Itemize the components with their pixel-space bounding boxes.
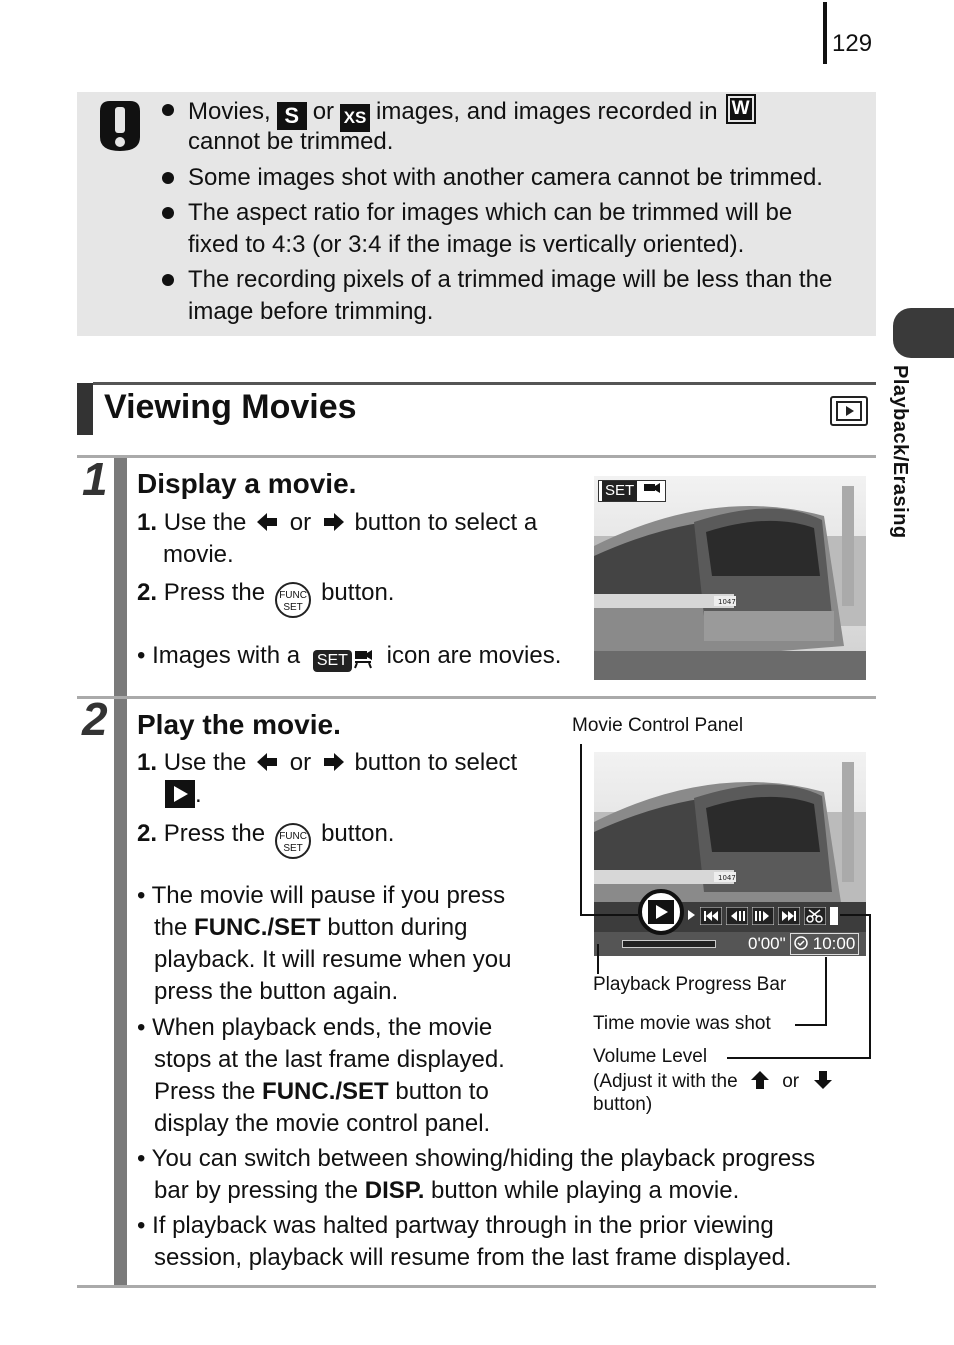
next-control-indicator — [688, 908, 696, 922]
movie-thumbnail-photo — [594, 476, 866, 680]
step-2-bullet-4-line-2: session, playback will resume from the last frame displayed. — [154, 1244, 792, 1271]
step-1-item-1-line-1: 1. Use the or button to select a — [137, 509, 538, 536]
callout-line-progress — [597, 944, 599, 974]
play-control-highlight[interactable] — [638, 889, 684, 935]
step-2-bullet-1-line-2: the FUNC./SET button during — [154, 914, 468, 941]
volume-level-indicator — [830, 907, 838, 925]
step-2-rule — [77, 696, 876, 699]
train-number: 1047 — [718, 598, 736, 606]
bullet-dot — [162, 207, 174, 219]
step-1-note: • Images with a SET icon are movies. — [137, 640, 561, 674]
chapter-tab-label: Playback/Erasing — [889, 365, 911, 539]
caution-bullet-1-line-1: Movies, S or XS images, and images recorded in W — [188, 94, 756, 132]
scissors-edit-icon[interactable] — [804, 907, 826, 930]
callout-volume-line-1: Volume Level — [593, 1046, 708, 1067]
previous-frame-icon[interactable] — [726, 907, 748, 930]
callout-time-shot: Time movie was shot — [593, 1013, 771, 1034]
caution-bullet-3-line-2: fixed to 4:3 (or 3:4 if the image is vertically oriented). — [188, 231, 745, 258]
caution-bullet-4-line-1: The recording pixels of a trimmed image will be less than the — [188, 266, 833, 293]
func-set-button-icon: FUNC SET — [275, 582, 311, 618]
callout-volume-line-3: button) — [593, 1094, 653, 1115]
bullet-dot — [162, 104, 174, 116]
step-2-number: 2 — [82, 693, 108, 745]
xs-mode-icon: XS — [340, 104, 370, 132]
shot-time: 10:00 — [790, 933, 859, 955]
step-2-item-1-line-1: 1. Use the or button to select — [137, 749, 518, 776]
right-arrow-icon — [320, 751, 346, 773]
step-2-bullet-2-line-1: • When playback ends, the movie — [137, 1014, 493, 1041]
left-arrow-icon — [255, 751, 281, 773]
step-2-bullet-3-line-1: • You can switch between showing/hiding the playback progress — [137, 1145, 816, 1172]
callout-line-time — [825, 957, 827, 1025]
section-accent-bar — [77, 383, 93, 435]
clock-icon — [794, 936, 808, 950]
step-1-title: Display a movie. — [137, 468, 357, 499]
callout-movie-control-panel: Movie Control Panel — [572, 715, 744, 736]
step-2-bullet-2-line-4: display the movie control panel. — [154, 1110, 491, 1137]
callout-volume-line-2: (Adjust it with the or — [593, 1070, 834, 1093]
step-1-item-1-line-2: movie. — [163, 541, 234, 568]
step-1-item-2: 2. Press the FUNC SETbutton. — [137, 577, 394, 618]
first-frame-icon[interactable] — [700, 907, 722, 930]
photo-movie-badge: SET — [598, 480, 666, 502]
section-title: Viewing Movies — [104, 388, 357, 426]
step-2-bullet-1-line-4: press the button again. — [154, 978, 399, 1005]
page-number: 129 — [832, 30, 873, 57]
caution-bullet-3-line-1: The aspect ratio for images which can be trimmed will be — [188, 199, 793, 226]
movie-set-icon: SET — [313, 642, 374, 674]
up-arrow-icon — [749, 1070, 771, 1090]
callout-line-volume-h — [727, 1057, 871, 1059]
playback-progress-bar — [622, 940, 716, 948]
last-frame-icon[interactable] — [778, 907, 800, 930]
step-2-bullet-2-line-2: stops at the last frame displayed. — [154, 1046, 505, 1073]
callout-line-control-panel-h — [580, 914, 638, 916]
movie-playback-photo — [594, 752, 866, 956]
step-2-item-2: 2. Press the FUNC SETbutton. — [137, 818, 394, 859]
bullet-dot — [162, 274, 174, 286]
next-frame-icon[interactable] — [752, 907, 774, 930]
callout-line-volume — [869, 914, 871, 1058]
step-2-bar — [114, 699, 127, 1286]
step-2-bullet-4-line-1: • If playback was halted partway through in the prior viewing — [137, 1212, 774, 1239]
caution-icon — [92, 97, 148, 155]
right-arrow-icon — [320, 511, 346, 533]
callout-line-time-h — [795, 1024, 827, 1026]
page-number-rule — [823, 2, 827, 64]
train-number: 1047 — [718, 874, 736, 882]
movie-icon — [642, 481, 662, 499]
step-2-bullet-2-line-3: Press the FUNC./SET button to — [154, 1078, 489, 1105]
step-2-bullet-1-line-1: • The movie will pause if you press — [137, 882, 506, 909]
w-mode-icon: W — [726, 94, 756, 124]
caution-bullet-4-line-2: image before trimming. — [188, 298, 434, 325]
chapter-tab — [893, 308, 954, 358]
callout-line-control-panel — [580, 744, 582, 915]
func-set-button-icon: FUNC SET — [275, 823, 311, 859]
down-arrow-icon — [812, 1070, 834, 1090]
step-2-title: Play the movie. — [137, 709, 341, 740]
elapsed-time: 0'00" — [748, 934, 786, 953]
step-1-bar — [114, 458, 127, 698]
step-2-bullet-1-line-3: playback. It will resume when you — [154, 946, 512, 973]
callout-progress-bar: Playback Progress Bar — [593, 974, 787, 995]
s-mode-icon: S — [277, 102, 307, 130]
bottom-rule — [77, 1285, 876, 1288]
step-2-bullet-3-line-2: bar by pressing the DISP. button while playing a movie. — [154, 1177, 740, 1204]
step-2-item-1-line-2: . — [165, 779, 202, 811]
caution-bullet-1-line-2: cannot be trimmed. — [188, 128, 394, 155]
callout-line-volume-top — [840, 914, 870, 916]
step-1-rule — [77, 455, 876, 458]
left-arrow-icon — [255, 511, 281, 533]
playback-mode-icon — [830, 396, 868, 426]
step-1-number: 1 — [82, 453, 108, 505]
caution-bullet-2: Some images shot with another camera cannot be trimmed. — [188, 164, 823, 191]
play-button-icon — [165, 780, 195, 808]
section-rule — [93, 382, 876, 385]
bullet-dot — [162, 172, 174, 184]
